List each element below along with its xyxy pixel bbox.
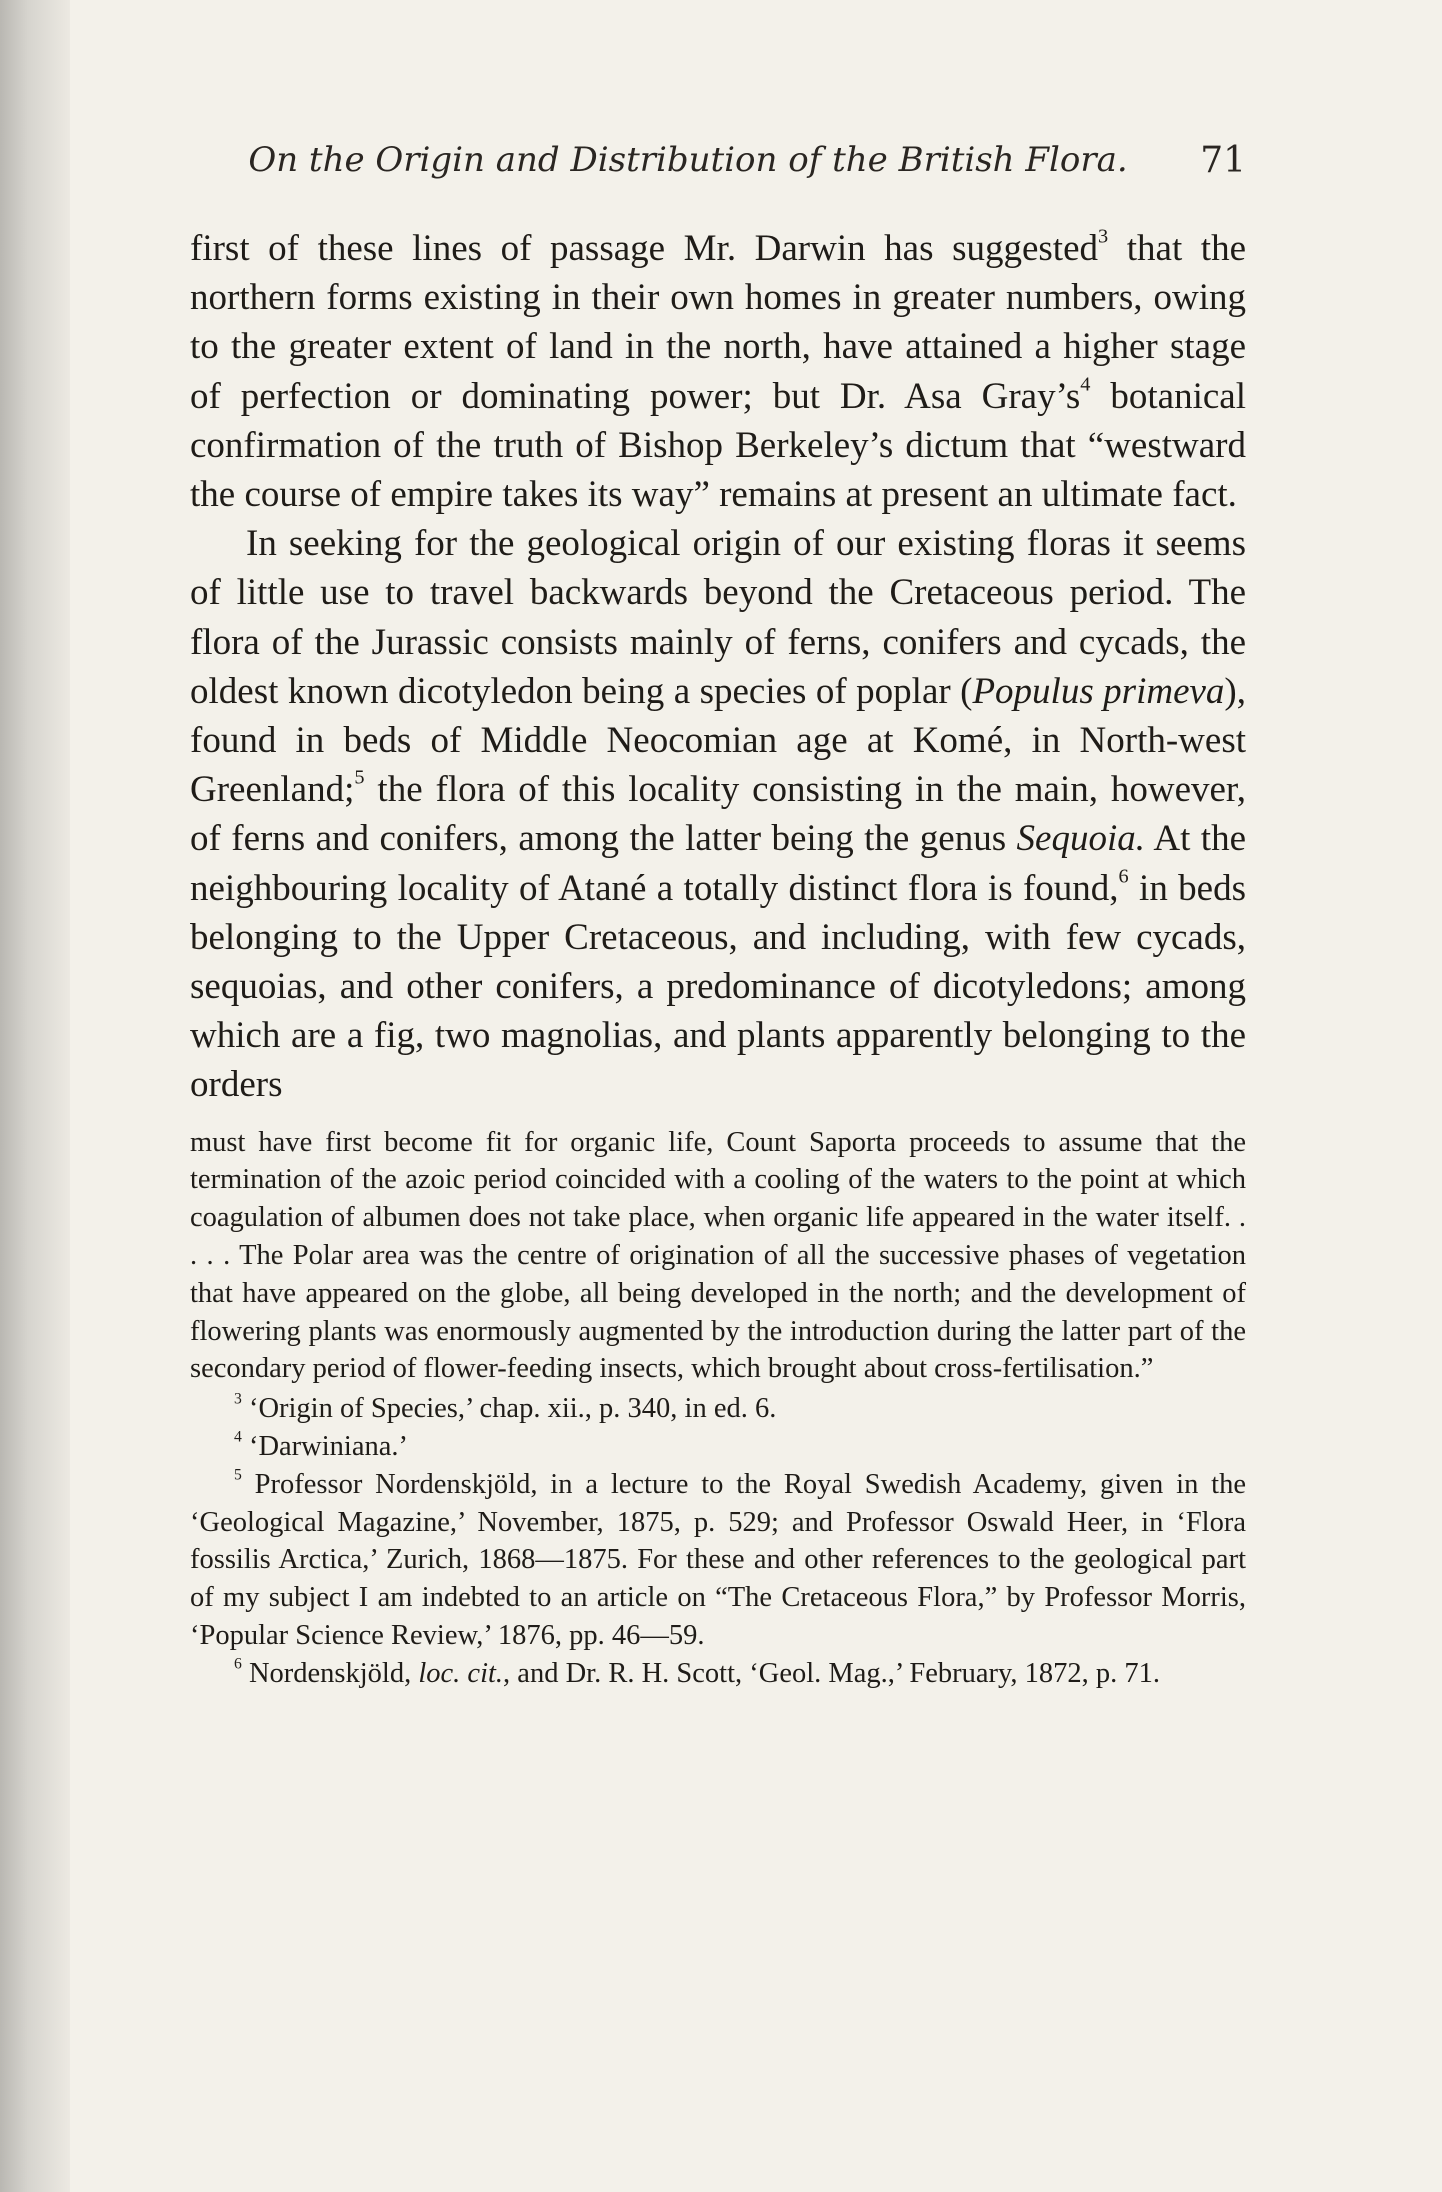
book-page bbox=[190, 140, 1246, 1693]
footnote-4 bbox=[190, 1428, 1246, 1466]
page-number: 71 bbox=[1200, 140, 1246, 181]
footnote-ref-4: 4 bbox=[1080, 373, 1091, 396]
footnotes bbox=[190, 1124, 1246, 1693]
running-title: On the Origin and Distribution of the British Flora. bbox=[248, 140, 1128, 180]
paragraph-2-part-c: the flora of this locality consisting in the main, however, of ferns and conifers, among the latter being the genus bbox=[190, 769, 1246, 860]
genus-name-italic: Sequoia. bbox=[1016, 818, 1145, 860]
paragraph-2-part-b: ), found in beds of Middle Neocomian age at Komé, in North-west Greenland; bbox=[190, 670, 1246, 811]
footnote-6-part-a: Nordenskjöld, bbox=[241, 1657, 419, 1689]
paragraph-1 bbox=[190, 224, 1246, 519]
footnote-4-mark: 4 bbox=[234, 1428, 242, 1446]
footnote-continued: must have first become fit for organic life, Count Saporta proceeds to assume that the termination of the azoic period coincided with a cooling of the waters to the point at which coagulation of albumen does not take place, when organic life appeared in the water itself. . . . . The Polar area was the centre of origination of all the successive phases of vegetation that have appeared on the globe, all being developed in the north; and the development of flowering plants was enormously augmented by the introduction during the latter part of the secondary period of flower-feeding insects, which brought about cross-fertilisation.” bbox=[190, 1126, 1246, 1385]
footnote-3-text: ‘Origin of Species,’ chap. xii., p. 340, in ed. 6. bbox=[241, 1393, 777, 1425]
footnote-5-text: Professor Nordenskjöld, in a lecture to the Royal Swedish Academy, given in the ‘Geological Magazine,’ November, 1875, p. 529; and Professor Oswald Heer, in ‘Flora fossilis Arctica,’ Zurich, 1868—1875. For these and other references to the geological part of my subject I am indebted to an article on “The Cretaceous Flora,” by Professor Morris, ‘Popular Science Review,’ 1876, pp. 46—59. bbox=[190, 1468, 1246, 1652]
paragraph-2-part-a: In seeking for the geological origin of our existing floras it seems of little use to travel backwards beyond the Cretaceous period. The flora of the Jurassic consists mainly of ferns, conifers and cycads, the oldest known dicotyledon being a species of poplar ( bbox=[190, 523, 1246, 712]
footnote-ref-6: 6 bbox=[1118, 865, 1129, 888]
paragraph-1-part-b: that the northern forms existing in their own homes in greater numbers, owing to the greater extent of land in the north, have attained a higher stage of perfection or dominating power; but Dr. Asa Gray’s bbox=[190, 228, 1246, 417]
footnote-6-part-b: , and Dr. R. H. Scott, ‘Geol. Mag.,’ February, 1872, p. 71. bbox=[503, 1657, 1161, 1689]
footnote-ref-5: 5 bbox=[354, 766, 365, 789]
paragraph-2-part-e: in beds belonging to the Upper Cretaceous, and including, with few cycads, sequoias, and other conifers, a predominance of dicotyledons; among which are a fig, two magnolias, and plants apparently belonging to the orders bbox=[190, 867, 1247, 1106]
binding-gutter-shadow bbox=[0, 0, 70, 2192]
main-text bbox=[190, 224, 1246, 1110]
paragraph-2-part-d: At the neighbouring locality of Atané a totally distinct flora is found, bbox=[190, 818, 1246, 909]
species-name-italic: Populus primeva bbox=[972, 670, 1225, 712]
footnote-5-mark: 5 bbox=[234, 1466, 242, 1484]
running-head bbox=[190, 140, 1246, 190]
footnote-6-italic: loc. cit. bbox=[418, 1657, 504, 1689]
footnote-4-text: ‘Darwiniana.’ bbox=[241, 1431, 408, 1463]
paragraph-1-part-a: first of these lines of passage Mr. Darwin has suggested bbox=[190, 228, 1098, 269]
footnote-3-mark: 3 bbox=[234, 1390, 242, 1408]
paragraph-1-part-c: botanical confirmation of the truth of Bishop Berkeley’s dictum that “westward the course of empire takes its way” remains at present an ultimate fact. bbox=[190, 375, 1246, 516]
paragraph-2 bbox=[190, 519, 1246, 1109]
footnote-5 bbox=[190, 1466, 1246, 1655]
footnote-3 bbox=[190, 1390, 1246, 1428]
footnote-6-mark: 6 bbox=[234, 1655, 242, 1673]
footnote-6 bbox=[190, 1655, 1246, 1693]
footnote-ref-3: 3 bbox=[1098, 225, 1109, 248]
